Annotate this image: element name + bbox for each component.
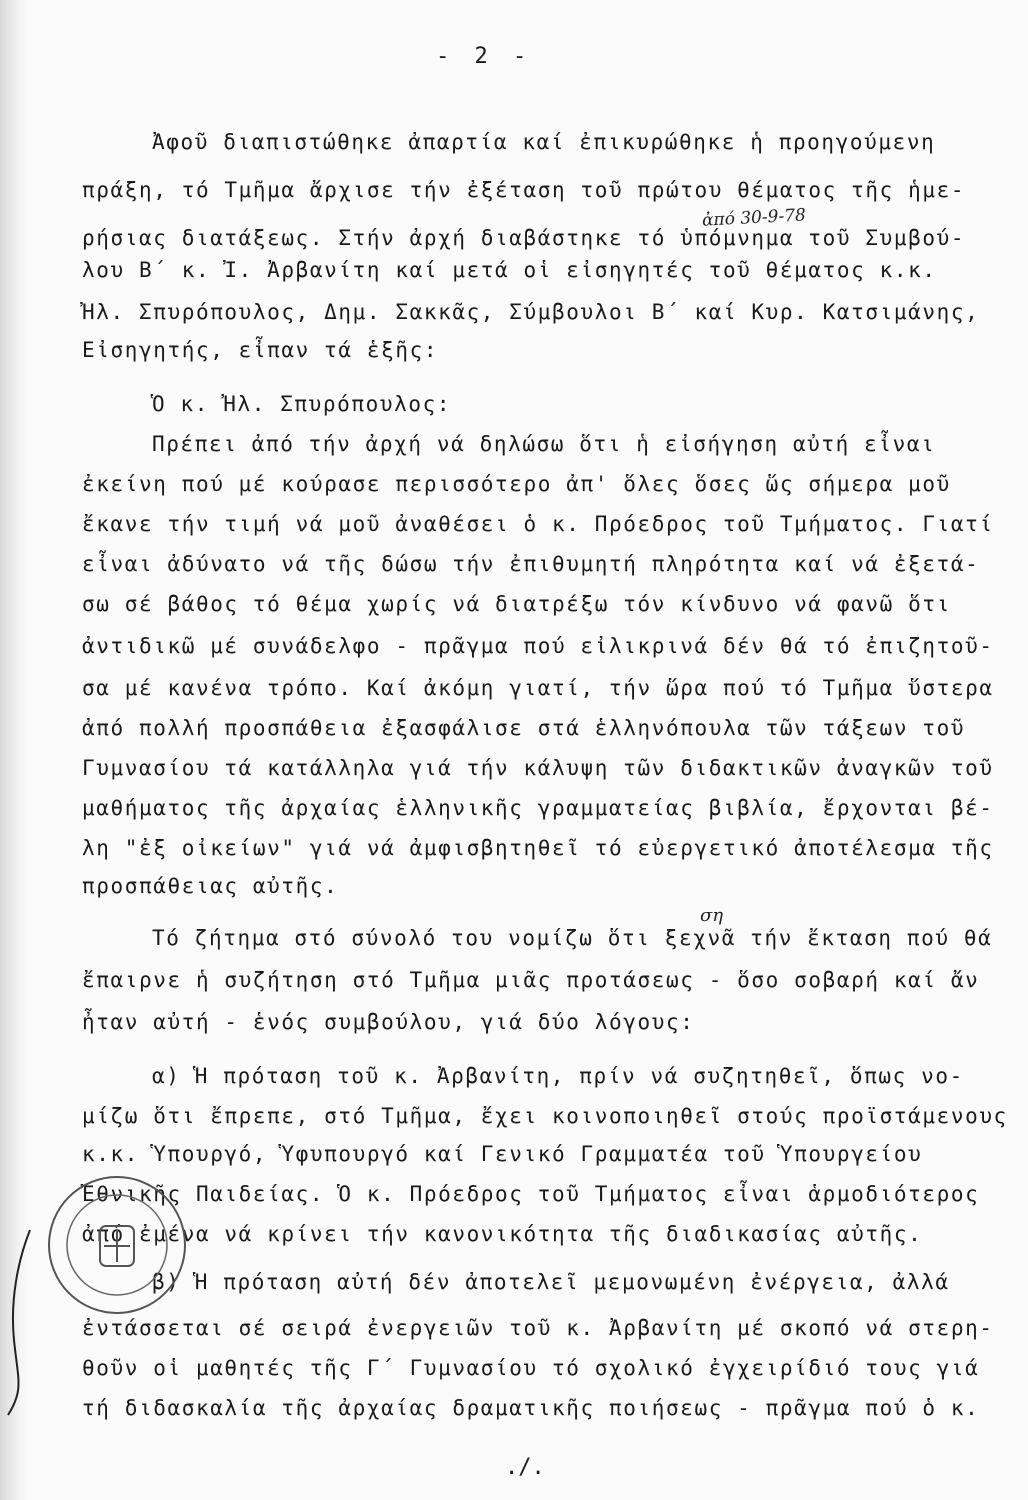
text-line: β) Ἡ πρόταση αὐτή δέν ἀποτελεῖ μεμονωμένη ἐνέργεια, ἀλλά [152,1270,950,1294]
text-line: ἔκανε τήν τιμή νά μοῦ ἀναθέσει ὁ κ. Πρόεδρος τοῦ Τμήματος. Γιατί [82,512,994,536]
text-line: ἐντάσσεται σέ σειρά ἐνεργειῶν τοῦ κ. Ἀρβανίτη μέ σκοπό νά στερη- [82,1316,994,1340]
text-line: εἶναι ἀδύνατο νά τῆς δώσω τήν ἐπιθυμητή πληρότητα καί νά ἐξετά- [82,552,980,576]
handwritten-date-note: ἀπό 30-9-78 [701,205,807,231]
text-line: λη "ἐξ οἰκείων" γιά νά ἀμφισβητηθεῖ τό εὐεργετικό ἀποτέλεσμα τῆς [82,836,994,860]
text-line: πράξη, τό Τμῆμα ἄρχισε τήν ἐξέταση τοῦ πρώτου θέματος τῆς ἡμε- [82,178,966,202]
text-line: Ἠλ. Σπυρόπουλος, Δημ. Σακκᾶς, Σύμβουλοι Β΄ καί Κυρ. Κατσιμάνης, [82,300,980,324]
text-line: ἔπαιρνε ἡ συζήτηση στό Τμῆμα μιᾶς προτάσεως - ὅσο σοβαρή καί ἄν [82,968,980,992]
text-line: κ.κ. Ὑπουργό, Ὑφυπουργό καί Γενικό Γραμματέα τοῦ Ὑπουργείου [82,1142,923,1166]
page-number: - 2 - [436,44,533,69]
text-line: α) Ἡ πρόταση τοῦ κ. Ἀρβανίτη, πρίν νά συζητηθεῖ, ὅπως νο- [152,1064,964,1088]
handwritten-margin-mark [0,1220,40,1420]
text-line: μίζω ὅτι ἔπρεπε, στό Τμῆμα, ἔχει κοινοποιηθεῖ στούς προϊστάμενους [82,1104,1008,1128]
handwritten-correction: ση [700,905,724,926]
text-line: σω σέ βάθος τό θέμα χωρίς νά διατρέξω τόν κίνδυνο νά φανῶ ὅτι [82,592,951,616]
official-seal-stamp [42,1170,192,1320]
continuation-mark: ./. [505,1455,545,1480]
text-line: Πρέπει ἀπό τήν ἀρχή νά δηλώσω ὅτι ἡ εἰσήγηση αὐτή εἶναι [152,432,936,456]
text-line: Ἀφοῦ διαπιστώθηκε ἀπαρτία καί ἐπικυρώθηκε ἡ προηγούμενη [152,130,936,154]
text-line: τή διδασκαλία τῆς ἀρχαίας δραματικῆς ποιήσεως - πρᾶγμα πού ὁ κ. [82,1396,980,1420]
text-line: λου Β΄ κ. Ἰ. Ἀρβανίτη καί μετά οἱ εἰσηγητές τοῦ θέματος κ.κ. [82,258,937,282]
text-line: ἦταν αὐτή - ἑνός συμβούλου, γιά δύο λόγους: [82,1010,695,1034]
text-line: ρήσιας διατάξεως. Στήν ἀρχή διαβάστηκε τό ὑπόμνημα τοῦ Συμβού- [82,226,966,250]
text-line: Ἐθνικῆς Παιδείας. Ὁ κ. Πρόεδρος τοῦ Τμήματος εἶναι ἁρμοδιότερος [82,1182,980,1206]
text-line: θοῦν οἱ μαθητές τῆς Γ΄ Γυμνασίου τό σχολικό ἐγχειρίδιό τους γιά [82,1356,980,1380]
text-line: ἀπό ἐμένα νά κρίνει τήν κανονικότητα τῆς διαδικασίας αὐτῆς. [82,1222,923,1246]
speaker-heading: Ὁ κ. Ἠλ. Σπυρόπουλος: [152,392,452,416]
text-line: μαθήματος τῆς ἀρχαίας ἑλληνικῆς γραμματείας βιβλία, ἔρχονται βέ- [82,796,994,820]
text-line: σα μέ κανένα τρόπο. Καί ἀκόμη γιατί, τήν ὥρα πού τό Τμῆμα ὕστερα [82,676,994,700]
text-line: προσπάθειας αὐτῆς. [82,874,339,898]
text-line: ἐκείνη πού μέ κούρασε περισσότερο ἀπ' ὅλες ὅσες ὥς σήμερα μοῦ [82,472,951,496]
text-line: ἀντιδικῶ μέ συνάδελφο - πρᾶγμα πού εἰλικρινά δέν θά τό ἐπιζητοῦ- [82,634,994,658]
text-line: Εἰσηγητής, εἶπαν τά ἑξῆς: [82,338,439,362]
text-line: Τό ζήτημα στό σύνολό του νομίζω ὅτι ξεχνᾶ τήν ἔκταση πού θά [152,926,993,950]
text-line: ἀπό πολλή προσπάθεια ἐξασφάλισε στά ἑλληνόπουλα τῶν τάξεων τοῦ [82,716,966,740]
text-line: Γυμνασίου τά κατάλληλα γιά τήν κάλυψη τῶν διδακτικῶν ἀναγκῶν τοῦ [82,756,994,780]
